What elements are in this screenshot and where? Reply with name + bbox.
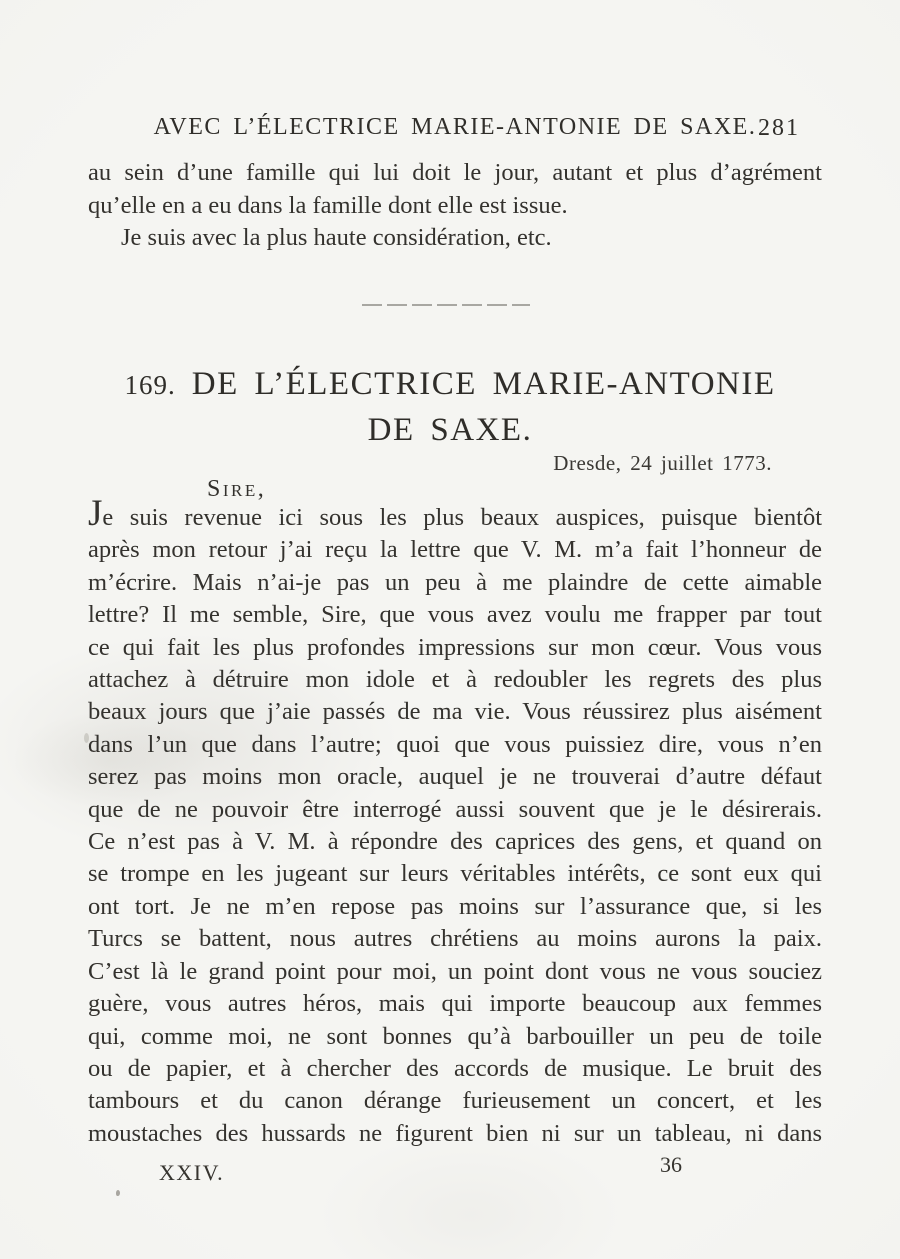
letter-number: 169. — [124, 370, 176, 400]
letter-line: ce qui fait les plus profondes impressions sur mon cœur. Vous vous — [88, 633, 822, 661]
letter-line: Turcs se battent, nous autres chrétiens au moins aurons la paix. — [88, 925, 822, 953]
continuation-line: au sein d’une famille qui lui doit le jour, autant et plus d’agrément — [88, 159, 822, 186]
previous-letter-end — [88, 157, 822, 255]
scan-smudge — [84, 733, 89, 743]
letter-line: se trompe en les jugeant sur leurs véritables intérêts, ce sont eux qui — [88, 860, 822, 888]
letter-line: serez pas moins mon oracle, auquel je ne trouverai d’autre défaut — [88, 763, 822, 791]
letter-line: guère, vous autres héros, mais qui importe beaucoup aux femmes — [88, 990, 822, 1018]
sheet-number: 36 — [660, 1152, 682, 1177]
letter-line: ont tort. Je ne m’en repose pas moins sur l’assurance que, si les — [88, 892, 822, 920]
initial-capital: J — [88, 493, 103, 534]
letter-line: qui, comme moi, ne sont bonnes qu’à barbouiller un peu de toile — [88, 1022, 822, 1050]
letter-line: dans l’un que dans l’autre; quoi que vous puissiez dire, vous n’en — [88, 730, 822, 758]
letter-line: m’écrire. Mais n’ai-je pas un peu à me plaindre de cette aimable — [88, 568, 822, 596]
letter-line: que de ne pouvoir être interrogé aussi souvent que je le désirerais. — [88, 795, 822, 823]
letter-line: attachez à détruire mon idole et à redoubler les regrets des plus — [88, 666, 822, 694]
letter-line: Ce n’est pas à V. M. à répondre des caprices des gens, et quand on — [88, 828, 822, 856]
letter-line-text: e suis revenue ici sous les plus beaux auspices, puisque bientôt — [102, 504, 822, 531]
letter-heading — [0, 362, 900, 453]
letter-line: après mon retour j’ai reçu la lettre que V. M. m’a fait l’honneur de — [88, 536, 822, 564]
salutation: Sire, — [207, 476, 267, 502]
letter-body — [88, 493, 822, 1150]
continuation-line: qu’elle en a eu dans la famille dont elle est issue. — [88, 191, 568, 219]
letter-line: moustaches des hussards ne figurent bien ni sur un tableau, ni dans — [88, 1119, 822, 1147]
ink-speck — [116, 1190, 120, 1196]
letter-closing: Je suis avec la plus haute considération, etc. — [121, 224, 552, 252]
letter-line: beaux jours que j’aie passés de ma vie. Vous réussirez plus aisément — [88, 698, 822, 726]
dateline: Dresde, 24 juillet 1773. — [553, 451, 772, 475]
letter-line: C’est là le grand point pour moi, un point dont vous ne vous souciez — [88, 957, 822, 985]
letter-heading-line1 — [0, 362, 900, 408]
letter-line: lettre? Il me semble, Sire, que vous avez voulu me frapper par tout — [88, 601, 822, 629]
section-divider — [362, 304, 530, 306]
letter-line: tambours et du canon dérange furieusement un concert, et les — [88, 1087, 822, 1115]
letter-title-line2: DE SAXE. — [367, 412, 533, 448]
letter-line — [88, 493, 822, 534]
running-head — [88, 114, 822, 144]
volume-signature-mark: XXIV. — [159, 1160, 225, 1185]
letter-title-line1: DE L’ÉLECTRICE MARIE-ANTONIE — [191, 366, 776, 402]
page-number: 281 — [758, 115, 800, 141]
running-head-title: AVEC L’ÉLECTRICE MARIE-ANTONIE DE SAXE. — [153, 114, 757, 140]
letter-line: ou de papier, et à chercher des accords de musique. Le bruit des — [88, 1054, 822, 1082]
